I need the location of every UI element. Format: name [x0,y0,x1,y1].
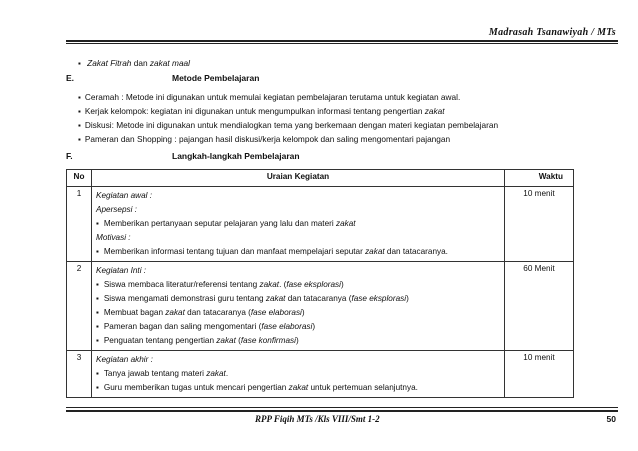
activity-text: Guru memberikan tugas untuk mencari pengertian [103,383,289,392]
activity-text: dan tatacaranya ( [184,308,251,317]
method-item [78,106,445,116]
activity-emphasis: zakat [265,294,286,303]
header-rule [66,40,618,42]
activity-text: dan tatacaranya. [384,247,448,256]
activity-emphasis: zakat [335,219,356,228]
activity-emphasis: zakat [216,336,236,345]
activity-bullet [96,334,500,348]
table-body [67,187,574,398]
intro-term-a: Zakat Fitrah [87,58,132,68]
header-waktu: Waktu [505,170,574,187]
activity-emphasis: fase konfirmasi [240,336,296,345]
intro-term-c: zakat maal [149,58,191,68]
activity-emphasis: zakat [259,280,280,289]
table-row [67,187,574,262]
activities-table [66,169,574,398]
activity-text: Siswa mengamati demonstrasi guru tentang [103,294,266,303]
activity-label [96,203,500,217]
activity-text: Kegiatan awal : [96,191,152,200]
activity-emphasis: zakat [165,308,185,317]
intro-term-b: dan [131,58,150,68]
table-header-row [67,170,574,187]
method-item [78,92,460,102]
activity-text: . ( [279,280,287,289]
activity-text: Memberikan informasi tentang tujuan dan manfaat mempelajari seputar [103,247,366,256]
activity-text: Memberikan pertanyaan seputar pelajaran yang lalu dan materi [103,219,336,228]
section-f-letter: F. [66,151,73,161]
activity-text: Apersepsi : [96,205,137,214]
method-item-text: Pameran dan Shopping : pajangan hasil diskusi/kerja kelompok dan saling mengomentari pajangan [84,134,451,144]
page-number: 50 [606,414,616,424]
activity-emphasis: fase elaborasi [250,308,302,317]
section-f-title: Langkah-langkah Pembelajaran [172,151,300,161]
page-header-title: Madrasah Tsanawiyah / MTs [488,27,616,38]
activity-text: ) [406,294,409,303]
method-item-emphasis: zakat [424,106,445,116]
activity-emphasis: fase eksplorasi [351,294,407,303]
header-uraian: Uraian Kegiatan [92,170,505,187]
section-e-title: Metode Pembelajaran [172,73,260,83]
activity-text: Penguatan tentang pengertian [103,336,217,345]
activity-bullet [96,278,500,292]
activity-text: ( [235,336,241,345]
activity-emphasis: zakat [365,247,385,256]
activity-text: Siswa membaca literatur/referensi tentang [103,280,260,289]
footer-rule [66,410,618,412]
row-duration: 10 menit [505,351,574,398]
activity-text: Motivasi : [96,233,131,242]
row-duration: 60 Menit [505,262,574,351]
activity-text: ) [301,308,305,317]
activity-text: dan tatacaranya ( [285,294,352,303]
activity-text: Pameran bagan dan saling mengomentari ( [103,322,262,331]
method-item-text: Diskusi: Metode ini digunakan untuk mendialogkan tema yang berkemaan dengan materi kegiatan pembelajaran [84,120,499,130]
row-number: 1 [67,187,92,262]
activity-text: . [225,369,229,378]
header-rule-thin [66,43,618,44]
method-item-text: Kerjak kelompok: kegiatan ini digunakan untuk mengumpulkan informasi tentang pengertian [84,106,425,116]
activity-label [96,189,500,203]
activity-bullet [96,292,500,306]
method-item [78,120,498,130]
activity-emphasis: zakat [206,369,226,378]
method-item-text: Ceramah : Metode ini digunakan untuk memulai kegiatan pembelajaran terutama untuk kegiatan awal. [84,92,461,102]
activity-emphasis: fase eksplorasi [286,280,341,289]
activity-bullet [96,245,500,259]
activity-bullet [96,320,500,334]
activity-text: Kegiatan Inti : [96,266,147,275]
activity-emphasis: zakat [288,383,309,392]
row-duration: 10 menit [505,187,574,262]
activity-text: Kegiatan akhir : [96,355,153,364]
activity-text: ) [340,280,344,289]
table-row [67,351,574,398]
activity-bullet [96,381,500,395]
row-number: 3 [67,351,92,398]
row-description [92,187,505,262]
activity-bullet [96,306,500,320]
method-item [78,134,450,144]
header-no: No [67,170,92,187]
activity-text: ) [295,336,299,345]
row-number: 2 [67,262,92,351]
activity-emphasis: fase elaborasi [261,322,313,331]
row-description [92,262,505,351]
activity-text: ) [312,322,316,331]
section-e-letter: E. [66,73,75,83]
activity-text: untuk pertemuan selanjutnya. [308,383,418,392]
row-description [92,351,505,398]
footer-rule-thin [66,407,618,408]
activity-label [96,353,500,367]
activity-label [96,264,500,278]
activity-label [96,231,500,245]
footer-title: RPP Fiqih MTs /Kls VIII/Smt 1-2 [255,414,380,424]
activity-bullet [96,367,500,381]
intro-bullet [78,58,190,68]
activity-text: Tanya jawab tentang materi [103,369,207,378]
activity-bullet [96,217,500,231]
table-row [67,262,574,351]
activity-text: Membuat bagan [103,308,166,317]
